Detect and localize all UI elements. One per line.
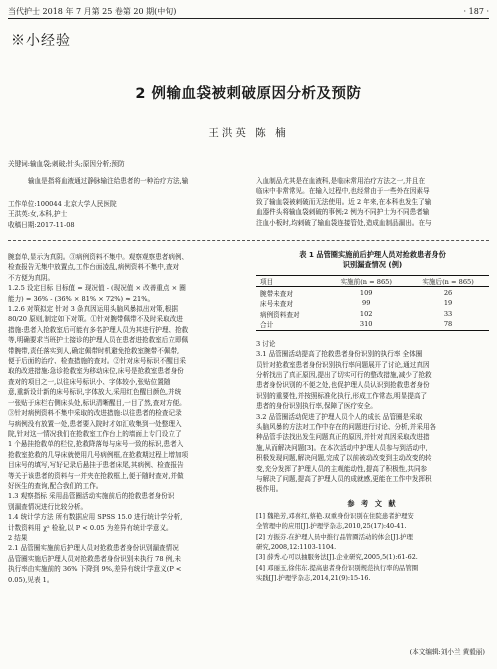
table-cell: 腕带未查对 <box>260 289 293 298</box>
reference-line: 全管理中的应用[J].护理学杂志,2010,25(17):40-41. <box>256 522 407 531</box>
text-line: 入血制品尤其是在血液科,是临床常用治疗方法之一,并且在 <box>256 177 426 185</box>
table-caption-line: 识别漏查情况 (例) <box>342 260 403 270</box>
text-line: 头脑风暴的方法对工作中存在的问题进行讨论、分析,并采用各 <box>256 423 437 431</box>
table-cell: 99 <box>362 299 371 308</box>
column-header: 实施后(n = 865) <box>422 278 474 287</box>
text-line: 积极发现问题,解决问题,完成了以前被动改变到主动改变的转 <box>256 454 432 463</box>
reference-line: [2] 方振芬.在护理人员中推行品管圈活动的体会[J].护理 <box>256 532 413 541</box>
text-line: 1.4 统计学方法 所有数据应用 SPSS 15.0 进行统计学分析, <box>8 513 183 522</box>
text-line: 别漏查情况进行比较分析。 <box>8 502 88 511</box>
text-line: 患者的身份识别执行率,保障了医疗安全。 <box>256 402 377 411</box>
journal-issue: 当代护士 2018 年 7 月第 25 卷第 20 期(中旬) <box>8 7 177 16</box>
table-cell: 78 <box>443 320 453 329</box>
reference-line: [1] 魏艳芳,邓喜红,蔡艳.双重身份识别在住院患者护理安 <box>256 511 414 520</box>
abstract-right <box>256 176 488 228</box>
table-row <box>256 309 489 320</box>
text-line: 与病例没有放置一处,患者要入院时才如汇收集到一处整理入 <box>8 419 182 428</box>
results-table <box>256 275 489 331</box>
received-date: 收稿日期:2017-11-08 <box>8 220 75 229</box>
text-line: 1 个悬挂抢救单的栏位,抢救降落每与床号一致的标识,患者入 <box>8 440 184 449</box>
text-line: 执行率由实施前的 36% 下降到 9%,差异有统计学意义(P < <box>8 565 182 574</box>
text-line: 计数资料用 χ² 检验,以 P < 0.05 为差异有统计学意义。 <box>8 523 173 532</box>
text-line: 取的改进措施:急诊抢救室为移动床位,床号是抢救室患者身份 <box>8 367 184 376</box>
text-line: 一张贴于床栏右侧床头处,标识清晰醒目,一目了然,查对方便。 <box>8 398 186 407</box>
text-line: 品管圈实施后护理人员对抢救患者身份识别未执行 78 例,未 <box>8 554 181 563</box>
discussion <box>256 339 489 495</box>
text-line: 抢救室抢救的几导床就使用几号病例框,在抢救期过程上增加项 <box>8 450 189 459</box>
author-info: 王洪英:女,本科,护士 <box>8 210 68 219</box>
table-cell: 102 <box>359 309 373 318</box>
reference-line: 研究,2008,12:1103-1104. <box>256 543 337 552</box>
column-header: 项目 <box>260 278 274 287</box>
text-line: 临床中非常常见。在输入过程中,也经常由于一些外在因素导 <box>256 187 430 196</box>
text-line: 1.2.5 设定目标 目标值 = 现况值 - (现况值 × 改善重点 × 圈 <box>8 284 186 293</box>
table-row <box>256 298 489 309</box>
body-right-column <box>256 250 489 584</box>
text-line: 1.3 观察指标 采用品管圈活动实施前后的抢救患者身份识 <box>8 492 175 501</box>
affiliation: 工作单位:100044 北京大学人民医院 <box>8 200 117 208</box>
text-line: 血器件头将输血袋刺破的事例;2 例为不同护士为不同患者输 <box>256 208 430 217</box>
text-line: 能力) = 36% - (36% × 81% × 72%) ≈ 21%。 <box>8 294 155 303</box>
page-number: · 187 · <box>463 7 489 16</box>
text-line: 识别的重要性,并按照标准化执行,形成工作常态,明显提高了 <box>256 391 428 400</box>
running-head <box>8 5 489 19</box>
text-line: 好医生的查询,配合我们的工作。 <box>8 481 103 490</box>
section-heading: 3 讨论 <box>256 339 276 348</box>
text-line: 目床号的填写,写好记录后悬挂于患者床尾,其病例、检查报告 <box>8 461 184 470</box>
text-line: 致了输血袋被刺破而无法使用。近 2 年来,在本科也发生了输 <box>256 197 432 206</box>
table-row <box>256 287 489 298</box>
text-line: 3.2 品管圈活动促进了护理人员个人的成长 品管圈是采取 <box>256 412 423 421</box>
text-line: 员针对抢救室患者身份识别执行率问题展开了讨论,通过真因 <box>256 360 430 369</box>
table-header-row <box>256 275 489 287</box>
text-line: 0.05),见表 1。 <box>8 575 54 584</box>
article-title: 2 例输血袋被刺破原因分析及预防 <box>135 86 362 102</box>
column-name: ※小经验 <box>11 33 71 49</box>
text-line: 80/20 原则,制定如下对策。①针对腕带佩带不及时采取改进 <box>8 315 183 324</box>
reference-line: 实践[J].护理学杂志,2014,21(9):15-16. <box>256 574 371 583</box>
table-cell: 病例资料查对 <box>260 310 300 319</box>
text-line: 措施:患者入抢救室后可能有多名护理人员为其进行护理、抢救 <box>8 325 189 334</box>
table-cell: 26 <box>443 288 453 297</box>
body-left-column <box>8 252 244 585</box>
continuation-divider <box>8 240 489 241</box>
text-line: 患者身份识别的不便之处,也促护理人员认识到抢救患者身份 <box>256 381 430 390</box>
text-line: 分析找出了真正原因,提出了切实可行的整改措施,减少了抢救 <box>256 370 432 379</box>
text-line: 查对的项目之一,以往床号标识小、字体较小,张贴位置随 <box>8 377 171 386</box>
text-line: 带腕带,责任落实到人,确定佩带时机避免抢救室腕带不佩带, <box>8 346 180 355</box>
table-caption <box>256 250 489 271</box>
text-line: 2.1 品管圈实施前后护理人员对抢救患者身份识别漏查情况 <box>8 544 179 553</box>
text-line: 注血小板时,均刺破了输血袋连接管处,造成血制品漏出。在与 <box>256 218 432 227</box>
text-line: 便于后面的治疗、检查措施的查对。②针对床号标识不醒目采 <box>8 357 187 366</box>
editor-note: (本文编辑:刘小兰 黄毅丽) <box>409 648 485 656</box>
text-line: 等关于该患者的资料与一并夹在抢救框上,便于随时查对,并做 <box>8 471 184 480</box>
text-line: 种品管手法找出发生问题真正的原因,并针对真因采取改进措 <box>256 433 430 442</box>
column-header: 实施前(n = 865) <box>340 278 392 287</box>
text-line: 输血是指将血液通过静脉输注给患者的一种治疗方法,输 <box>28 177 189 185</box>
table-cell: 310 <box>359 320 373 329</box>
table-cell: 109 <box>359 288 373 297</box>
table-cell: 床号未查对 <box>260 300 293 309</box>
table-cell: 19 <box>443 299 453 308</box>
text-line: 与解决了问题,提高了护理人员的成就感,更能在工作中发挥积 <box>256 475 432 484</box>
abstract-left <box>28 176 243 186</box>
text-line: 腕套单,显示为真阴。③病例资料不集中。观察观察患者病例、 <box>8 253 189 261</box>
section-heading: 2 结果 <box>8 533 28 542</box>
table-cell: 33 <box>443 309 453 318</box>
references-heading: 参 考 文 献 <box>347 498 398 508</box>
text-line: 1.2.6 对策拟定 针对 3 条真因运用头脑风暴拟出对策,根据 <box>8 305 178 314</box>
text-line: 检查报告无集中放置点,工作台面凌乱,病例资料不集中,查对 <box>8 263 180 272</box>
text-line: 3.1 品管圈活动提高了抢救患者身份识别的执行率 全体圈 <box>256 350 423 359</box>
references-list <box>256 511 489 584</box>
text-line: 施,从而解决问题[3]。在本次活动中护理人员参与到活动中, <box>256 443 428 452</box>
keywords: 关键词:输血袋;刺破;针头;原因分析;预防 <box>8 160 125 168</box>
text-line: 不方便为真阴。 <box>8 273 55 282</box>
text-line: 极作用。 <box>256 485 283 494</box>
text-line: 变,充分发挥了护理人员的主观能动性,提高了积极性,共同参 <box>256 464 428 473</box>
author-meta <box>8 199 117 230</box>
authors: 王洪英 陈 楠 <box>208 127 289 139</box>
text-line: 意,重新设计新的床号标识,字体放大,采用红色醒目颜色,并统 <box>8 388 182 397</box>
text-line: ③针对病例资料不集中采取的改进措施:以往患者的检查记录 <box>8 409 182 418</box>
text-line: 等,明确要求当班护士接诊的护理人员在患者进抢救室后立即佩 <box>8 336 189 345</box>
reference-line: [3] 薛秀.心可以抽服务法[J].企业研究,2005,5(1):61-62. <box>256 553 418 562</box>
reference-line: [4] 邓丽玉,徐伟东.提高患者身份识别规范执行率的品管圈 <box>256 563 419 572</box>
table-caption-line: 表 1 品管圈实施前后护理人员对抢救患者身份 <box>299 250 446 259</box>
table-cell: 合计 <box>260 321 274 330</box>
table-row <box>256 319 489 330</box>
text-line: 院,针对这一情况我们在抢救室工作台上的墙面上专门设立了 <box>8 429 182 438</box>
